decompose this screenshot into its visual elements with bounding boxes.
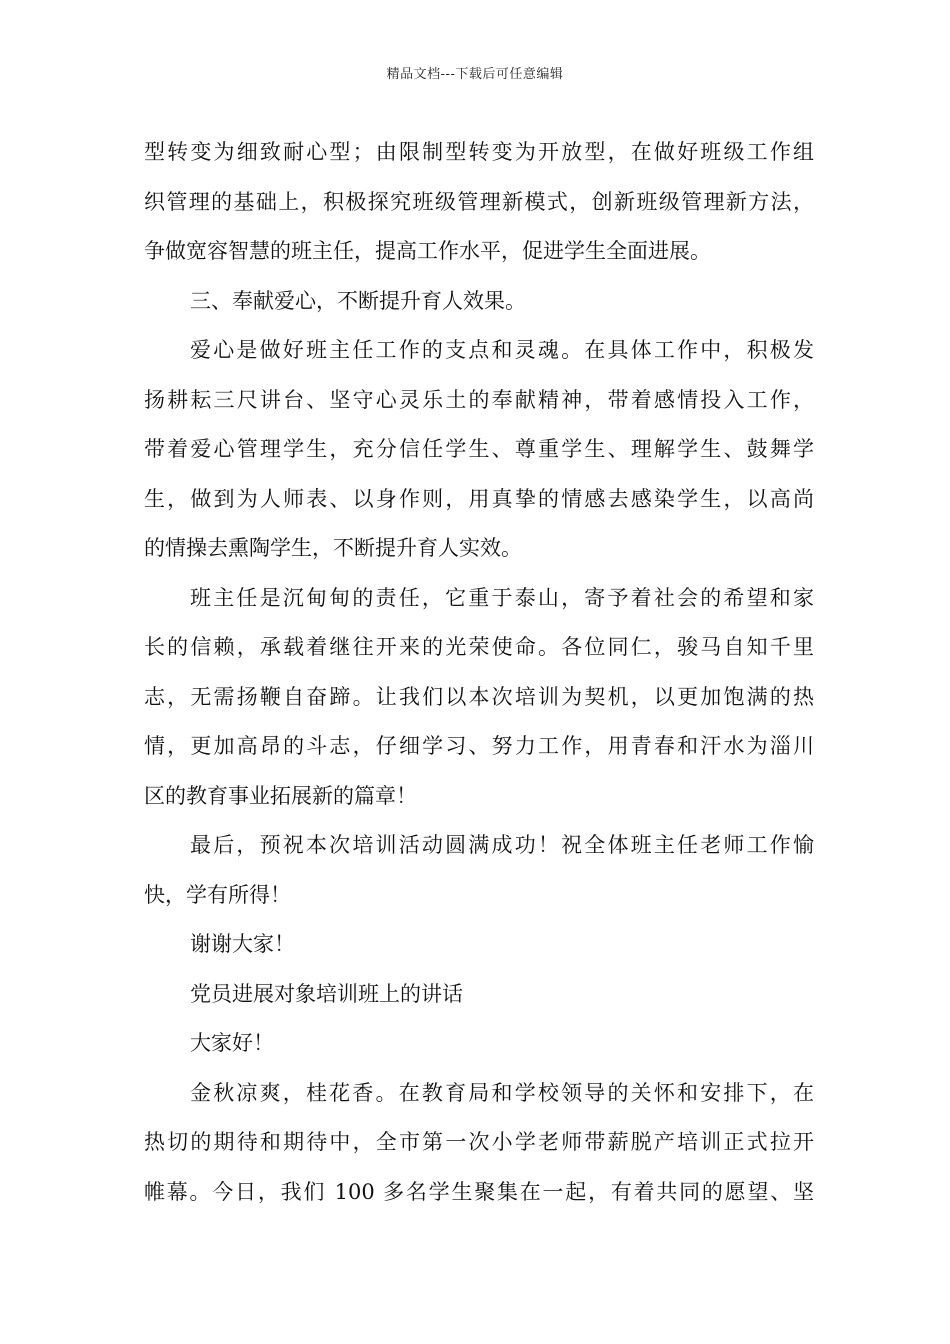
text-line: 扬耕耘三尺讲台、坚守心灵乐土的奉献精神，带着感情投入工作， (144, 387, 814, 412)
text-line: 帷幕。今日，我们 100 多名学生聚集在一起，有着共同的愿望、坚 (144, 1179, 814, 1204)
text-line: 金秋凉爽，桂花香。在教育局和学校领导的关怀和安排下，在 (190, 1080, 814, 1105)
text-line: 谢谢大家！ (190, 932, 295, 956)
text-line: 生，做到为人师表、以身作则，用真挚的情感去感染学生，以高尚 (144, 486, 814, 511)
text-line: 情，更加高昂的斗志，仔细学习、努力工作，用青春和汗水为淄川 (144, 734, 814, 758)
text-line: 最后，预祝本次培训活动圆满成功！祝全体班主任老师工作愉 (190, 833, 814, 857)
body-text (144, 128, 814, 1217)
text-line: 的情操去熏陶学生，不断提升育人实效。 (144, 536, 522, 560)
text-line: 长的信赖，承载着继往开来的光荣使命。各位同仁，骏马自知千里 (144, 635, 814, 659)
text-line: 型转变为细致耐心型；由限制型转变为开放型，在做好班级工作组 (144, 140, 814, 164)
speech-title: 党员进展对象培训班上的讲话 (190, 981, 463, 1006)
section-heading: 三、奉献爱心，不断提升育人效果。 (190, 288, 526, 313)
text-line: 争做宽容智慧的班主任，提高工作水平，促进学生全面进展。 (144, 239, 711, 263)
text-line: 热切的期待和期待中，全市第一次小学老师带薪脱产培训正式拉开 (144, 1130, 814, 1154)
text-line: 快，学有所得！ (144, 882, 291, 907)
text-line: 区的教育事业拓展新的篇章！ (144, 783, 417, 808)
page-header: 精品文档---下载后可任意编辑 (386, 67, 564, 82)
text-line: 班主任是沉甸甸的责任，它重于泰山，寄予着社会的希望和家 (190, 585, 814, 610)
text-line: 志，无需扬鞭自奋蹄。让我们以本次培训为契机，以更加饱满的热 (144, 684, 814, 709)
text-line: 爱心是做好班主任工作的支点和灵魂。在具体工作中，积极发 (190, 338, 814, 362)
text-line: 带着爱心管理学生，充分信任学生、尊重学生、理解学生、鼓舞学 (144, 437, 814, 461)
greeting: 大家好！ (190, 1031, 274, 1055)
text-line: 织管理的基础上，积极探究班级管理新模式，创新班级管理新方法， (144, 189, 814, 214)
